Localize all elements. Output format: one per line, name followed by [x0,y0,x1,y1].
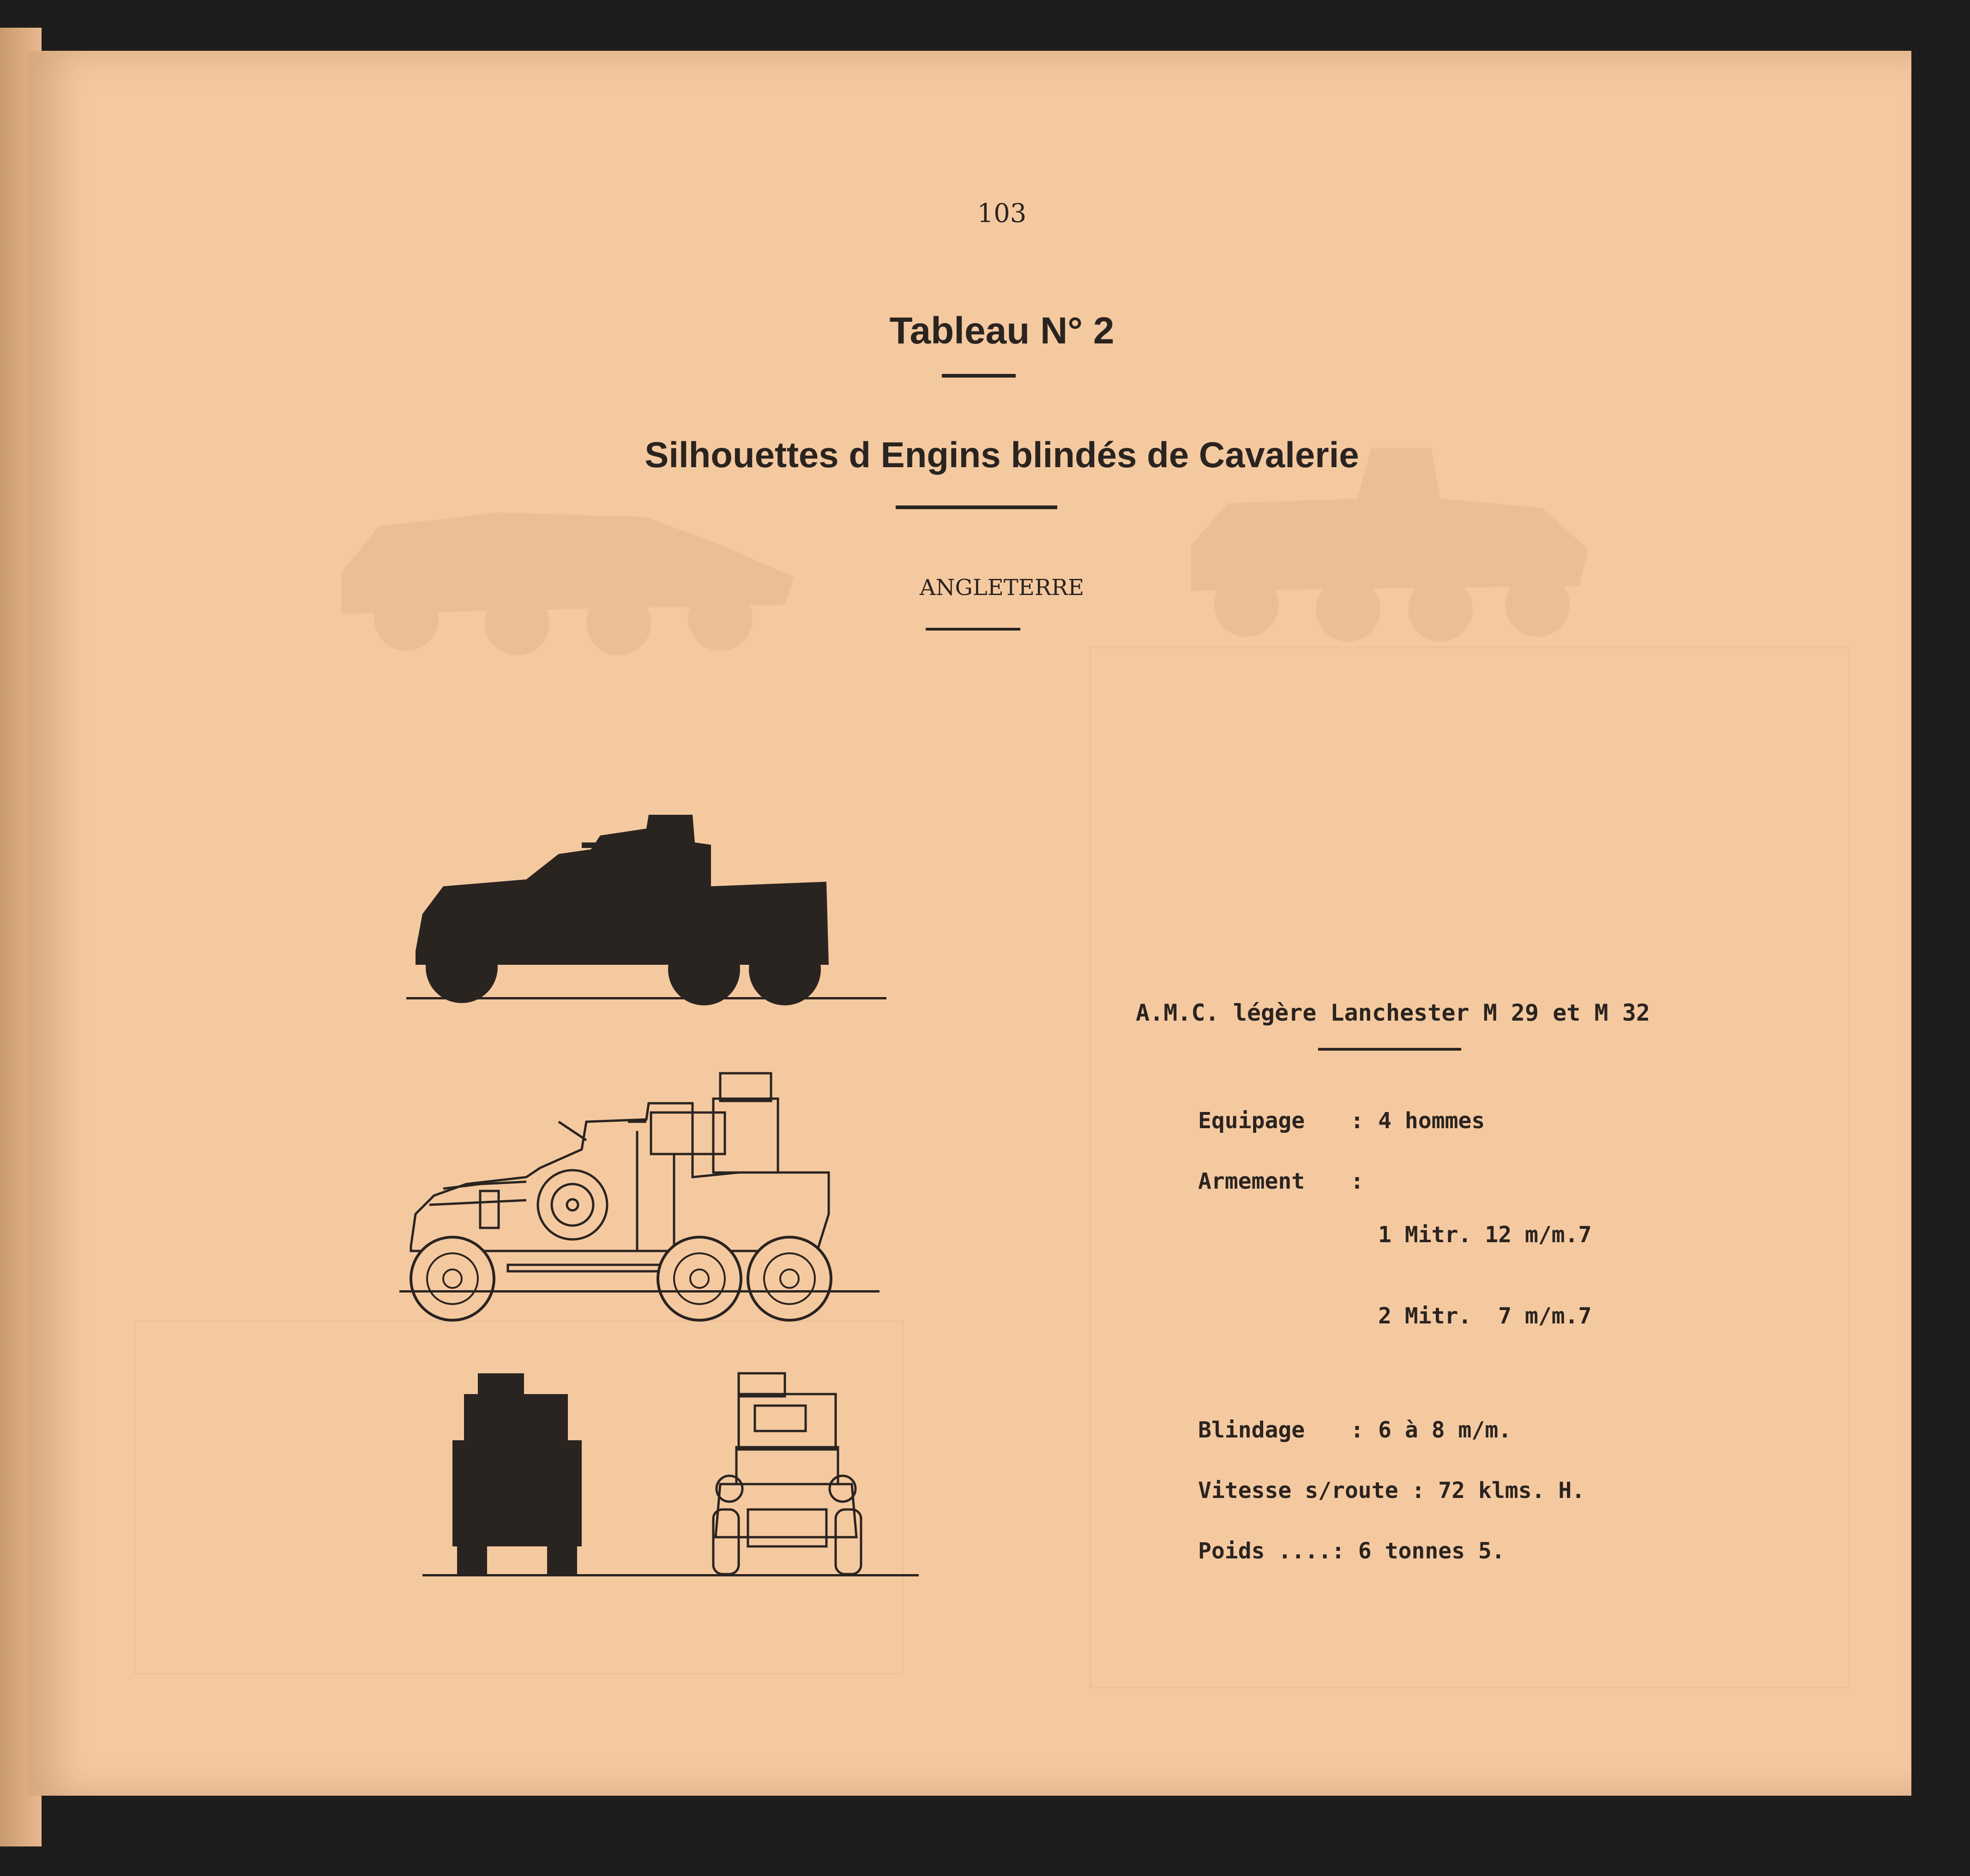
spec-armement-values [1378,1168,1591,1383]
spec-equipage [1198,1108,1891,1134]
vehicle-name-underline [1318,1048,1461,1051]
spec-armement-label: Armement [1198,1168,1305,1194]
show-through-vehicle-left [323,466,822,660]
spec-blindage-label: Blindage [1198,1417,1305,1443]
spec-vitesse-line: Vitesse s/route : 72 klms. H. [1198,1478,1585,1503]
spec-poids [1198,1538,1891,1564]
spec-vitesse [1198,1478,1891,1503]
vehicle-name: A.M.C. légère Lanchester M 29 et M 32 [1136,999,1650,1026]
spec-separator: : [1350,1168,1364,1194]
country-heading: ANGLETERRE [919,575,1084,601]
document-page [28,51,1911,1796]
spec-blindage [1198,1417,1891,1443]
spec-armement-value-2: 2 Mitr. 7 m/m.7 [1378,1303,1592,1329]
spec-separator: : [1350,1108,1364,1134]
vehicle-silhouettes [388,771,942,1602]
spec-equipage-label: Equipage [1198,1108,1305,1134]
page-title: Tableau N° 2 [889,310,1115,352]
page-subtitle: Silhouettes d Engins blindés de Cavalerie [645,434,1359,475]
page-number: 103 [977,198,1027,228]
spec-armement-value-1: 1 Mitr. 12 m/m.7 [1378,1222,1592,1248]
vehicle-specs [1198,1108,1891,1599]
side-silhouette [416,815,829,1005]
spec-separator: : [1350,1417,1364,1443]
side-silhouette-ground [406,997,886,999]
spec-equipage-value: 4 hommes [1378,1108,1485,1134]
title-underline [942,374,1016,378]
front-rear-ground [422,1574,919,1576]
side-line-wheels [411,1237,831,1320]
spec-blindage-value: 6 à 8 m/m. [1378,1417,1512,1443]
front-line-drawing [713,1373,861,1574]
country-underline [926,628,1020,631]
spec-poids-line: Poids ....: 6 tonnes 5. [1198,1538,1505,1564]
spec-armement [1198,1168,1891,1383]
side-line-ground [399,1290,880,1293]
subtitle-underline [896,505,1057,509]
rear-silhouette [452,1373,582,1574]
